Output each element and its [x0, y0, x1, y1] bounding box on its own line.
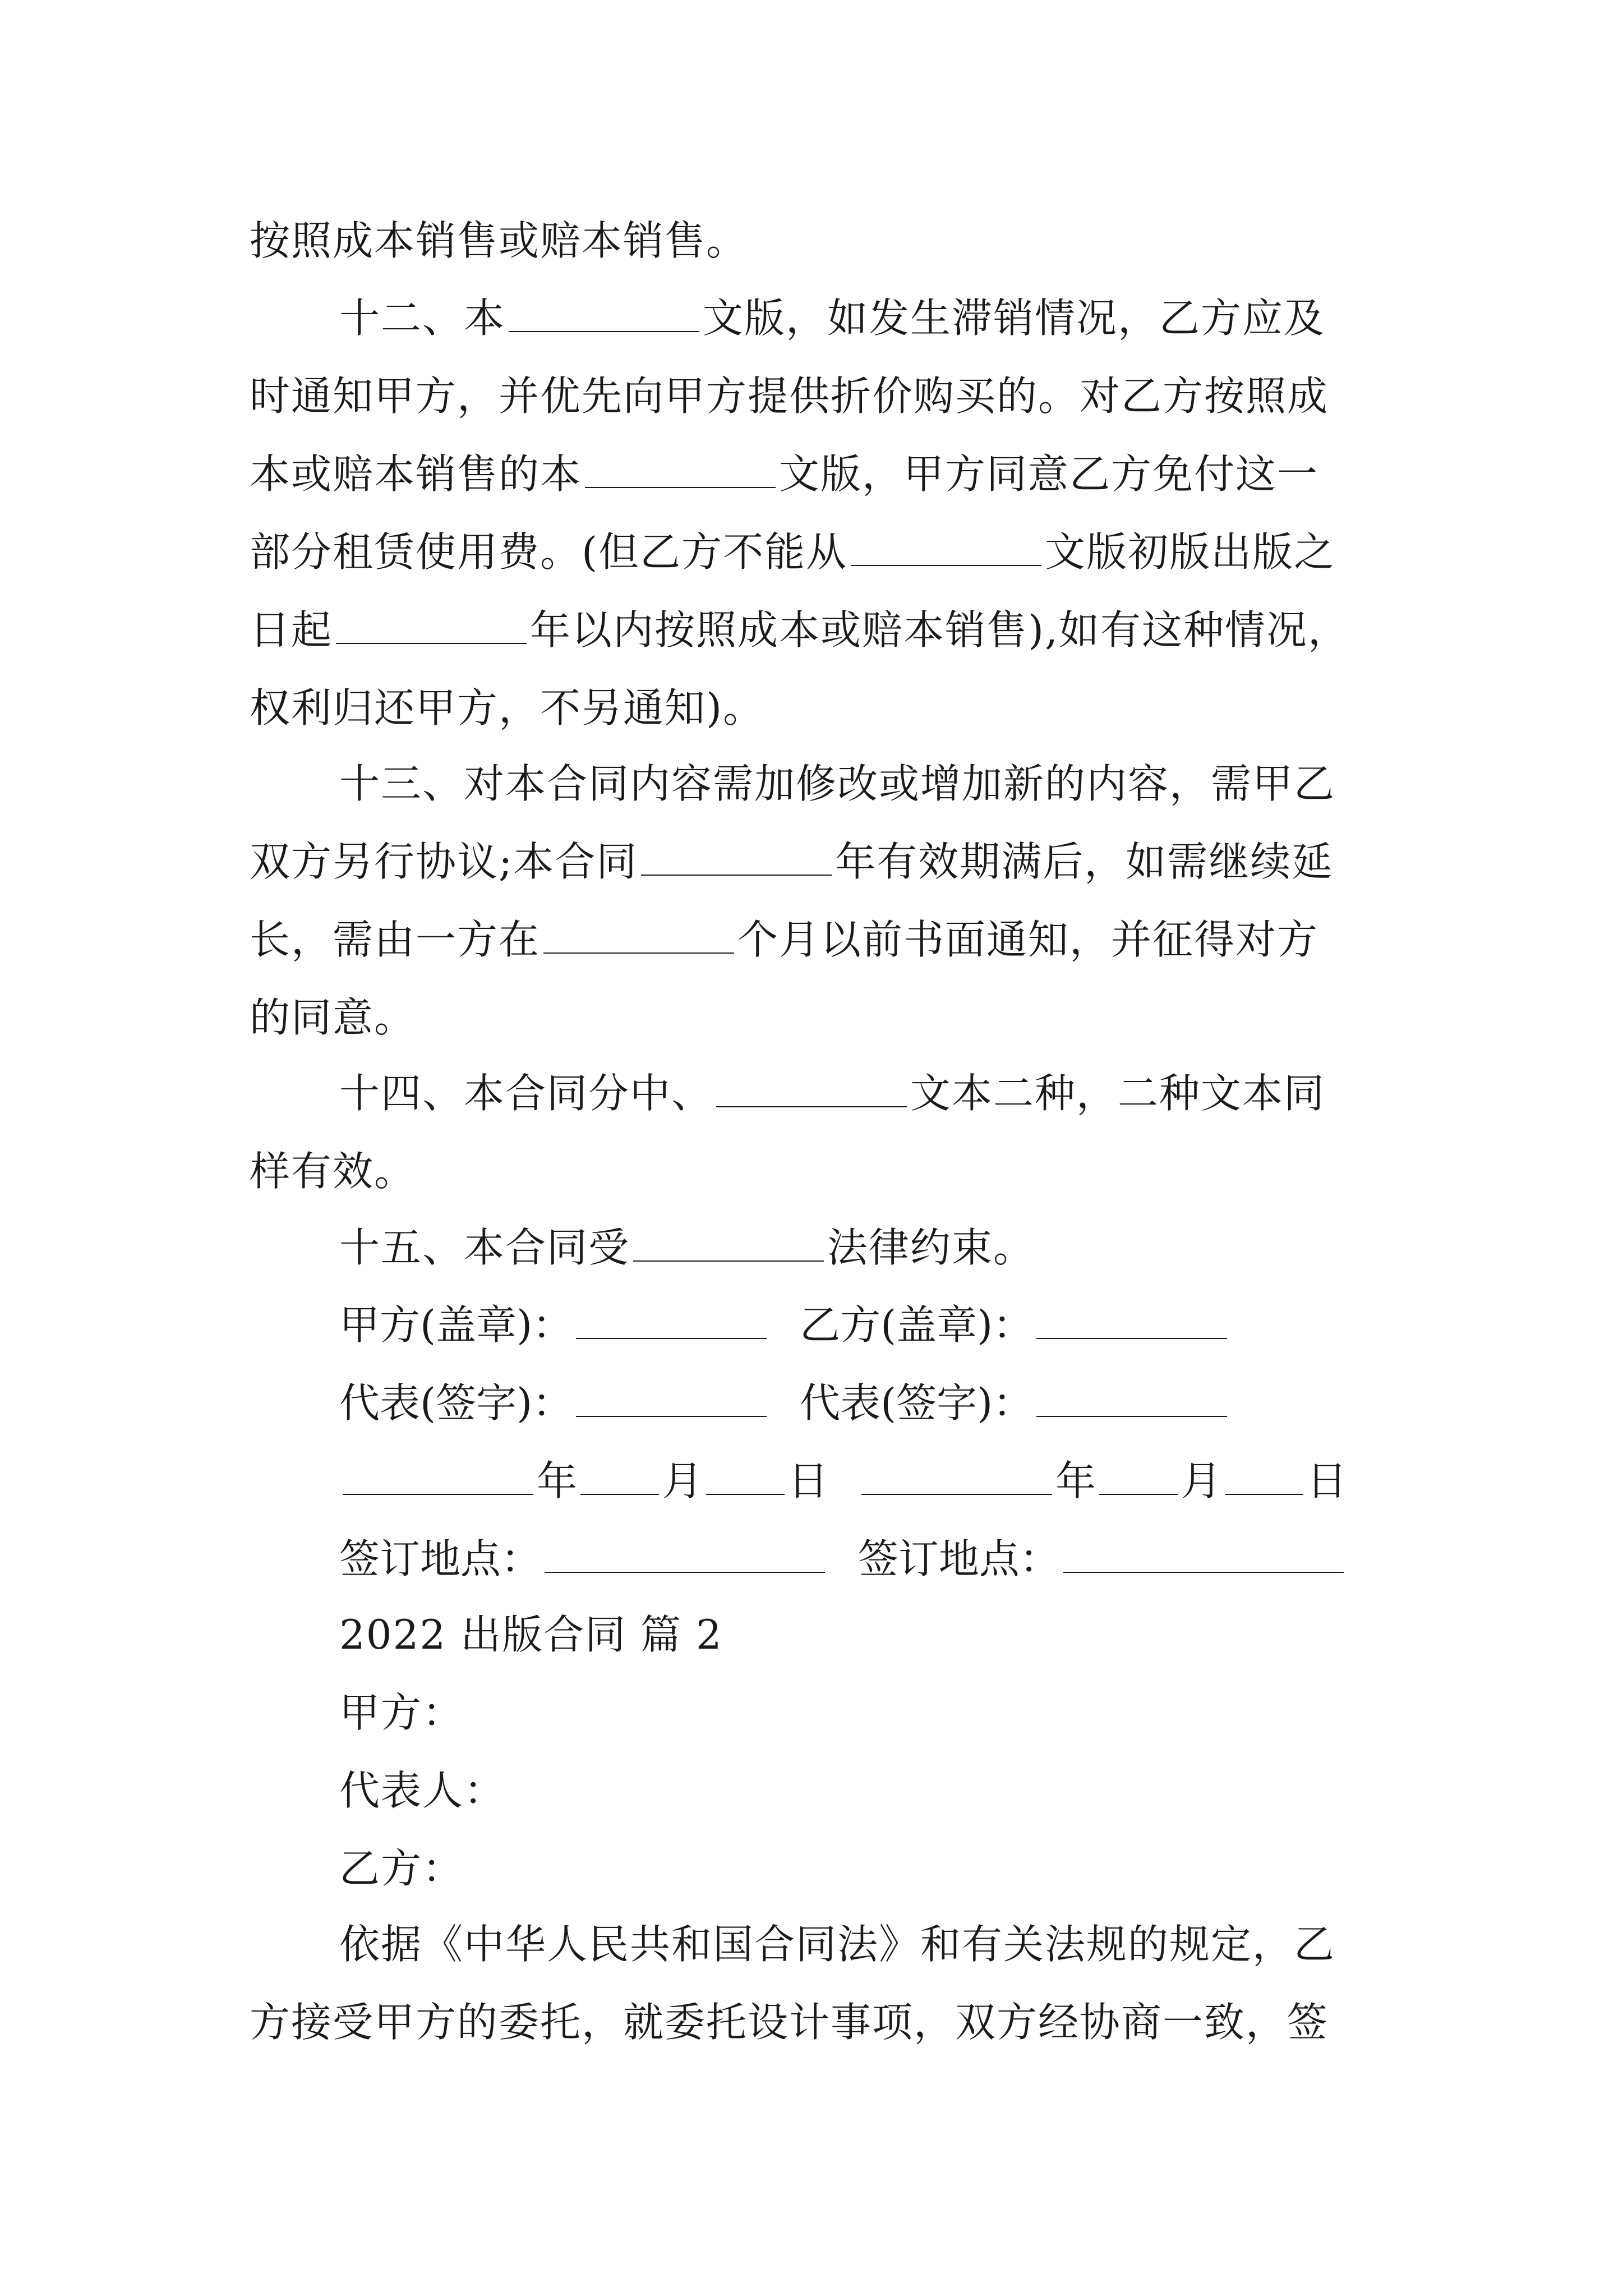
text-line: 时通知甲方，并优先向甲方提供折价购买的。对乙方按照成: [250, 372, 1329, 420]
fill-blank: [543, 919, 734, 954]
party-a-label: 甲方：: [339, 1689, 464, 1736]
year-blank: [861, 1460, 1052, 1495]
text-span: 长，需由一方在: [250, 916, 541, 963]
fill-blank: [576, 1382, 767, 1417]
fill-blank: [1063, 1538, 1344, 1573]
text-line: 的同意。: [250, 994, 416, 1041]
fill-blank: [633, 1227, 824, 1262]
month-blank: [580, 1460, 659, 1495]
text-span: 十四、本合同分中、: [339, 1070, 713, 1117]
signature-block: [250, 1286, 1347, 1598]
text-span: 文版，甲方同意乙方免付这一: [779, 450, 1319, 498]
section-2-header: [250, 1596, 723, 1908]
year-blank: [343, 1460, 533, 1495]
rep-a: [339, 1364, 770, 1442]
text-span: 十二、本: [339, 295, 506, 342]
text-span: 本或赔本销售的本: [250, 450, 582, 498]
text-span: 双方另行协议;本合同: [250, 838, 638, 885]
clause-13: [250, 745, 1335, 1057]
label: 月: [1181, 1457, 1221, 1504]
label: 甲方(盖章)：: [339, 1301, 573, 1349]
fill-blank: [1036, 1382, 1227, 1417]
text-line: 权利归还甲方，不另通知)。: [250, 684, 765, 731]
text-span: 年有效期满后，如需继续延: [835, 838, 1334, 885]
text-span: 十五、本合同受: [339, 1224, 630, 1271]
text-line: [250, 1209, 1035, 1287]
text-line: 依据《中华人民共和国合同法》和有关法规的规定，乙: [339, 1921, 1336, 1968]
day-blank: [706, 1460, 785, 1495]
text-line: 十三、对本合同内容需加修改或增加新的内容，需甲乙: [339, 760, 1336, 807]
date-row: [250, 1442, 1347, 1520]
text-span: 法律约束。: [827, 1224, 1035, 1271]
text-line: 样有效。: [250, 1148, 416, 1195]
text-span: 部分租赁使用费。(但乙方不能从: [250, 528, 848, 576]
text-line: [250, 823, 1335, 901]
text-span: 文本二种，二种文本同: [910, 1070, 1326, 1117]
text-span: 个月以前书面通知，并征得对方: [737, 916, 1319, 963]
label: 年: [1055, 1457, 1096, 1504]
fill-blank: [1036, 1304, 1227, 1339]
paragraph-continuation: [250, 202, 748, 280]
text-span: 日起: [250, 606, 333, 654]
text-line: 按照成本销售或赔本销售。: [250, 217, 748, 264]
rep-b: [800, 1364, 1230, 1442]
label: 乙方(盖章)：: [800, 1301, 1034, 1349]
label: 签订地点：: [857, 1535, 1060, 1582]
clause-15: [250, 1209, 1035, 1287]
party-a-seal: [339, 1286, 770, 1364]
place-b: [858, 1520, 1347, 1598]
day-blank: [1225, 1460, 1303, 1495]
label: 代表(签字)：: [339, 1379, 573, 1427]
text-line: [250, 279, 1349, 357]
fill-blank: [716, 1073, 907, 1107]
label: 签订地点：: [339, 1535, 542, 1582]
fill-blank: [576, 1304, 767, 1339]
label: 月: [662, 1457, 703, 1504]
text-line: [250, 513, 1349, 591]
fill-blank: [585, 453, 776, 488]
label: 年: [537, 1457, 578, 1504]
fill-blank: [545, 1538, 825, 1573]
clause-14: [250, 1055, 1325, 1211]
seal-row: [250, 1286, 1347, 1364]
fill-blank: [336, 609, 527, 644]
fill-blank: [641, 841, 832, 876]
text-line: [250, 435, 1349, 513]
text-span: 文版初版出版之: [1045, 528, 1336, 576]
party-b-label: 乙方：: [339, 1845, 464, 1892]
date-b: [858, 1442, 1347, 1520]
month-blank: [1099, 1460, 1178, 1495]
party-b-seal: [800, 1286, 1230, 1364]
label: 代表(签字)：: [800, 1379, 1034, 1427]
representative-label: 代表人：: [339, 1767, 506, 1814]
text-line: [250, 591, 1349, 669]
section-2-intro: [250, 1906, 1335, 2062]
rep-row: [250, 1364, 1347, 1442]
label: 日: [788, 1457, 829, 1504]
date-a: [339, 1442, 828, 1520]
text-span: 年以内按照成本或赔本销售),如有这种情况，: [530, 606, 1349, 654]
text-span: 文版，如发生滞销情况，乙方应及: [703, 295, 1326, 342]
clause-12: [250, 279, 1349, 747]
place-row: [250, 1520, 1347, 1598]
text-line: [250, 1055, 1325, 1133]
place-a: [339, 1520, 828, 1598]
section-title: 2022 出版合同 篇 2: [339, 1611, 723, 1658]
text-line: 方接受甲方的委托，就委托设计事项，双方经协商一致，签: [250, 1999, 1329, 2046]
label: 日: [1306, 1457, 1347, 1504]
fill-blank: [509, 297, 699, 332]
text-line: [250, 901, 1335, 979]
fill-blank: [851, 531, 1041, 566]
